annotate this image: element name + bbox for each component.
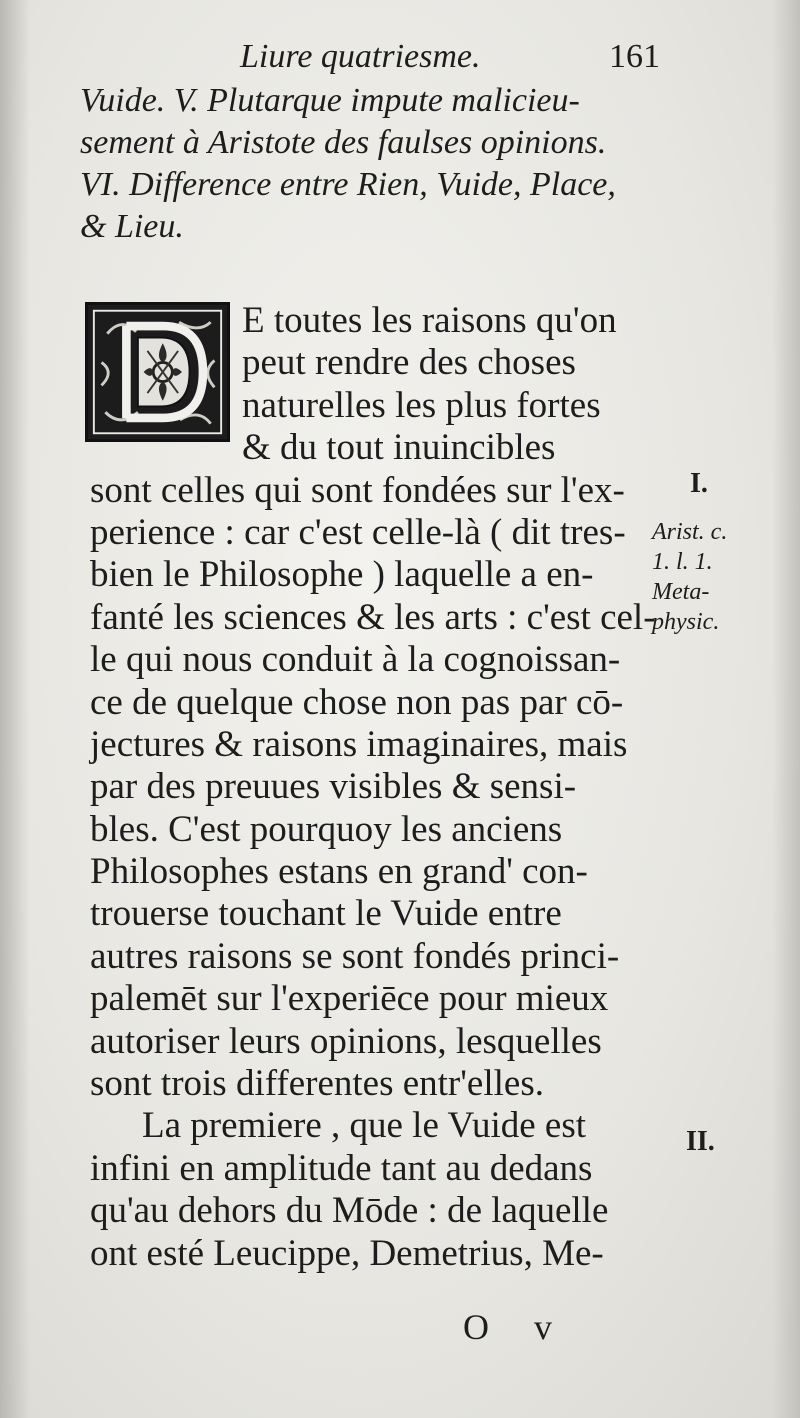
text-line: E toutes les raisons qu'on [242, 300, 617, 341]
page-header [240, 38, 660, 78]
text-line: ce de quelque chose non pas par cō- [90, 681, 624, 723]
margin-ref-line: 1. l. 1. [652, 549, 713, 575]
text-line: naturelles les plus fortes [242, 384, 601, 426]
text-line: & du tout inuincibles [242, 427, 556, 469]
text-line: palemēt sur l'experiēce pour mieux [90, 978, 609, 1020]
text-line: bles. C'est pourquoy les anciens [90, 808, 563, 850]
summary-line: sement à Aristote des faulses opinions. [80, 124, 607, 161]
text-line: fanté les sciences & les arts : c'est cel- [90, 596, 656, 638]
text-line: sont celles qui sont fondées sur l'ex- [90, 469, 625, 511]
margin-numeral-2: II. [686, 1126, 715, 1157]
summary-line: Vuide. V. Plutarque impute malicieu- [80, 82, 580, 119]
text-line: le qui nous conduit à la cognoissan- [90, 639, 621, 681]
margin-numeral-1: I. [690, 468, 708, 499]
running-title: Liure quatriesme. [240, 38, 481, 75]
text-line: qu'au dehors du Mōde : de laquelle [90, 1190, 609, 1232]
text-line: La premiere , que le Vuide est [142, 1105, 586, 1147]
text-line: autres raisons se sont fondés princi- [90, 935, 620, 977]
summary-line: & Lieu. [80, 208, 184, 245]
chapter-summary [80, 80, 660, 248]
margin-ref-line: Meta- [652, 579, 710, 605]
margin-ref-line: physic. [652, 609, 720, 635]
text-line: ont esté Leucippe, Demetrius, Me- [90, 1232, 604, 1274]
margin-reference [652, 517, 762, 637]
text-line: jectures & raisons imaginaires, mais [90, 723, 628, 765]
text-line: Philosophes estans en grand' con- [90, 851, 588, 893]
text-line: autoriser leurs opinions, lesquelles [90, 1020, 602, 1062]
text-line: par des preuues visibles & sensi- [90, 766, 577, 808]
text-line: bien le Philosophe ) laquelle a en- [90, 554, 594, 596]
margin-ref-line: Arist. c. [652, 519, 728, 545]
page-left-shadow [0, 0, 30, 1418]
summary-line: VI. Difference entre Rien, Vuide, Place, [80, 166, 616, 203]
page-number: 161 [609, 38, 660, 75]
signature-mark: O v [463, 1307, 570, 1347]
text-line: perience : car c'est celle-là ( dit tres- [90, 511, 626, 553]
text-line: trouerse touchant le Vuide entre [90, 893, 562, 935]
main-text [90, 300, 665, 1275]
text-line: peut rendre des choses [242, 342, 576, 384]
text-line: sont trois differentes entr'elles. [90, 1063, 544, 1105]
text-line: infini en amplitude tant au dedans [90, 1147, 593, 1189]
page-right-shadow [772, 0, 800, 1418]
